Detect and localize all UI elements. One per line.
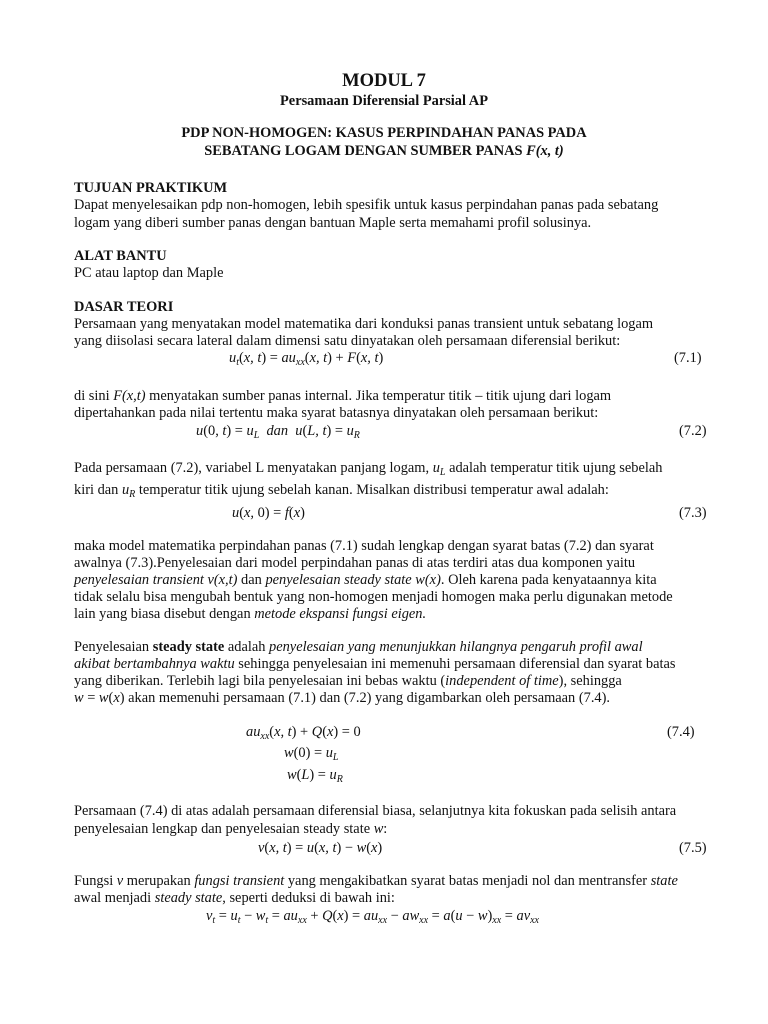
- dasar-p2-line1: di sini F(x,t) menyatakan sumber panas internal. Jika temperatur titik – titik ujung dari logam: [74, 388, 612, 404]
- tujuan-line-1: Dapat menyelesaikan pdp non-homogen, lebih spesifik untuk kasus perpindahan panas pada sebatang: [74, 197, 659, 213]
- equation-7-2: u(0, $t) = u_L$ dan u(L, $t) = u_R$: [196, 423, 360, 441]
- equation-label-7-3: (7.3): [679, 505, 707, 521]
- dasar-p4-line5: lain yang biasa disebut dengan metode ekspansi fungsi eigen.: [74, 606, 427, 622]
- dasar-p7-line1: Fungsi v merupakan fungsi transient yang mengakibatkan syarat batas menjadi nol dan mentransfer state: [74, 873, 678, 889]
- dasar-p3-line1: Pada persamaan (7.2), variabel L menyatakan panjang logam, $u_L$ adalah temperatur titik ujung sebelah: [74, 460, 663, 478]
- equation-label-7-1: (7.1): [674, 350, 702, 366]
- module-title: MODUL 7: [342, 71, 426, 91]
- equation-7-4-line1: $au_{xx}(x$, t) + Q(x) = 0: [246, 724, 361, 742]
- dasar-p5-line4: w = w(x) akan memenuhi persamaan (7.1) dan (7.2) yang digambarkan oleh persamaan (7.4).: [74, 690, 611, 706]
- dasar-p6-line1: Persamaan (7.4) di atas adalah persamaan diferensial biasa, selanjutnya kita fokuskan pada selisih antara: [74, 803, 677, 819]
- topic-title-line2: SEBATANG LOGAM DENGAN SUMBER PANAS F(x, t): [204, 143, 564, 159]
- dasar-p4-line3: penyelesaian transient v(x,t) dan penyelesaian steady state w(x). Oleh karena pada kenyataannya kita: [74, 572, 657, 588]
- tujuan-line-2: logam yang diberi sumber panas dengan bantuan Maple serta memahami profil solusinya.: [74, 215, 592, 231]
- dasar-p5-line3: yang diberikan. Terlebih lagi bila penyelesaian ini bebas waktu (independent of time), sehingga: [74, 673, 622, 689]
- dasar-p2-line2: dipertahankan pada nilai tertentu maka syarat batasnya dinyatakan oleh persamaan berikut:: [74, 405, 599, 421]
- section-heading-alat: ALAT BANTU: [74, 248, 167, 264]
- section-heading-dasar: DASAR TEORI: [74, 299, 174, 315]
- equation-7-4-line2: $w(0) = u_L$: [284, 745, 339, 763]
- dasar-p6-line2: penyelesaian lengkap dan penyelesaian steady state w:: [74, 821, 388, 837]
- equation-7-1: $u_t(x$, $t) = au_{xx}(x$, t) + F(x, t): [229, 350, 384, 368]
- equation-label-7-4: (7.4): [667, 724, 695, 740]
- dasar-p3-line2: kiri dan $u_R$ temperatur titik ujung sebelah kanan. Misalkan distribusi temperatur awal adalah:: [74, 482, 609, 500]
- dasar-p5-line2: akibat bertambahnya waktu sehingga penyelesaian ini memenuhi persamaan diferensial dan syarat batas: [74, 656, 676, 672]
- dasar-p5-line1: Penyelesaian steady state adalah penyelesaian yang menunjukkan hilangnya pengaruh profil awal: [74, 639, 643, 655]
- dasar-p7-line2: awal menjadi steady state, seperti deduksi di bawah ini:: [74, 890, 395, 906]
- equation-7-3: u(x, 0) = f(x): [232, 505, 305, 521]
- equation-deduction: $v_t = u_t - w_t = au_{xx} + Q(x) = au_{xx} - aw_{xx} = a(u - w)_{xx} = av_{xx}$: [206, 908, 539, 926]
- topic-title-line1: PDP NON-HOMOGEN: KASUS PERPINDAHAN PANAS PADA: [181, 125, 587, 141]
- equation-label-7-2: (7.2): [679, 423, 707, 439]
- module-subtitle: Persamaan Diferensial Parsial AP: [280, 93, 488, 109]
- section-heading-tujuan: TUJUAN PRAKTIKUM: [74, 180, 228, 196]
- dasar-p1-line2: yang diisolasi secara lateral dalam dimensi satu dinyatakan oleh persamaan diferensial berikut:: [74, 333, 621, 349]
- alat-text: PC atau laptop dan Maple: [74, 265, 224, 281]
- dasar-p4-line4: tidak selalu bisa mengubah bentuk yang non-homogen menjadi homogen maka perlu digunakan metode: [74, 589, 673, 605]
- equation-7-5: v(x, t) = u(x, t) − w(x): [258, 840, 383, 856]
- dasar-p4-line1: maka model matematika perpindahan panas (7.1) sudah lengkap dengan syarat batas (7.2) dan syarat: [74, 538, 654, 554]
- dasar-p4-line2: awalnya (7.3).Penyelesaian dari model perpindahan panas di atas terdiri atas dua komponen yaitu: [74, 555, 636, 571]
- dasar-p1-line1: Persamaan yang menyatakan model matematika dari konduksi panas transient untuk sebatang logam: [74, 316, 654, 332]
- equation-7-4-line3: $w(L) = u_R$: [287, 767, 343, 785]
- equation-label-7-5: (7.5): [679, 840, 707, 856]
